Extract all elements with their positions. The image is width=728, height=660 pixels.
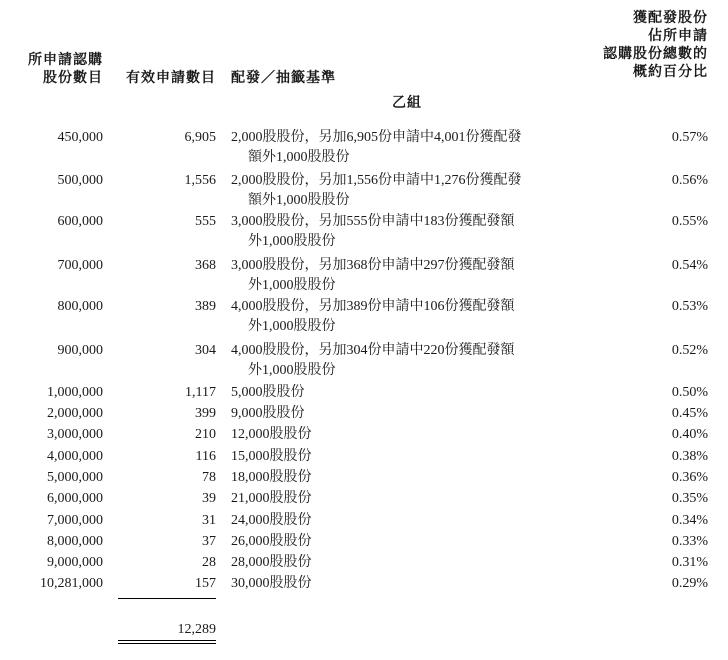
valid-applications-cell: 210 xyxy=(195,427,216,442)
allocation-basis-line1: 15,000股股份 xyxy=(231,449,312,464)
valid-applications-cell: 78 xyxy=(202,470,216,485)
allocation-basis-line1: 3,000股股份，另加555份申請中183份獲配發額 xyxy=(231,214,515,229)
allocation-basis-cell xyxy=(231,468,576,488)
valid-applications-cell: 28 xyxy=(202,555,216,570)
allocation-basis-cell xyxy=(231,553,576,573)
allocation-basis-line2: 外1,000股股份 xyxy=(248,278,336,293)
valid-applications-cell: 1,556 xyxy=(184,173,216,188)
header-allocation-basis: 配發／抽籤基準 xyxy=(231,71,336,86)
header-shares-applied-line1: 所申請認購 xyxy=(28,53,103,68)
approx-percentage-cell: 0.34% xyxy=(671,513,708,528)
total-applications: 12,289 xyxy=(177,622,216,637)
shares-applied-cell: 1,000,000 xyxy=(47,385,103,400)
allocation-basis-line1: 18,000股股份 xyxy=(231,470,312,485)
allocation-basis-cell xyxy=(231,171,576,211)
approx-percentage-cell: 0.57% xyxy=(671,130,708,145)
valid-applications-cell: 1,117 xyxy=(185,385,216,400)
allocation-basis-cell xyxy=(231,128,576,168)
shares-applied-cell: 9,000,000 xyxy=(47,555,103,570)
allocation-basis-cell xyxy=(231,532,576,552)
shares-applied-cell: 5,000,000 xyxy=(47,470,103,485)
approx-percentage-cell: 0.40% xyxy=(671,427,708,442)
header-shares-applied-line2: 股份數目 xyxy=(43,71,103,86)
shares-applied-cell: 7,000,000 xyxy=(47,513,103,528)
shares-applied-cell: 800,000 xyxy=(57,299,103,314)
allocation-basis-cell xyxy=(231,404,576,424)
allocation-basis-line1: 2,000股股份，另加1,556份申請中1,276份獲配發 xyxy=(231,173,522,188)
approx-percentage-cell: 0.35% xyxy=(671,491,708,506)
approx-percentage-cell: 0.56% xyxy=(671,173,708,188)
approx-percentage-cell: 0.55% xyxy=(671,214,708,229)
allocation-basis-line1: 28,000股股份 xyxy=(231,555,312,570)
header-valid-applications: 有效申請數目 xyxy=(126,71,216,86)
allocation-basis-line1: 30,000股股份 xyxy=(231,576,312,591)
allocation-basis-line1: 9,000股股份 xyxy=(231,406,305,421)
shares-applied-cell: 10,281,000 xyxy=(40,576,103,591)
approx-percentage-cell: 0.36% xyxy=(671,470,708,485)
approx-percentage-cell: 0.54% xyxy=(671,258,708,273)
valid-applications-cell: 555 xyxy=(195,214,216,229)
header-approx-percentage-line1: 獲配發股份 xyxy=(633,11,708,26)
header-shares-applied xyxy=(13,52,103,88)
valid-applications-cell: 157 xyxy=(195,576,216,591)
shares-applied-cell: 6,000,000 xyxy=(47,491,103,506)
shares-applied-cell: 8,000,000 xyxy=(47,534,103,549)
shares-applied-cell: 4,000,000 xyxy=(47,449,103,464)
allocation-basis-line2: 外1,000股股份 xyxy=(248,363,336,378)
shares-applied-cell: 2,000,000 xyxy=(47,406,103,421)
shares-applied-cell: 900,000 xyxy=(57,343,103,358)
total-double-rule xyxy=(118,640,216,644)
allocation-basis-line2: 外1,000股股份 xyxy=(248,319,336,334)
approx-percentage-cell: 0.50% xyxy=(671,385,708,400)
allocation-basis-line1: 5,000股股份 xyxy=(231,385,305,400)
allocation-basis-cell xyxy=(231,297,576,337)
header-approx-percentage-line4: 概約百分比 xyxy=(633,65,708,80)
allocation-basis-line1: 3,000股股份，另加368份申請中297份獲配發額 xyxy=(231,258,515,273)
allocation-basis-cell xyxy=(231,212,576,252)
valid-applications-cell: 116 xyxy=(195,449,216,464)
allocation-basis-cell xyxy=(231,511,576,531)
allocation-basis-cell xyxy=(231,256,576,296)
allocation-basis-line1: 4,000股股份，另加304份申請中220份獲配發額 xyxy=(231,343,515,358)
valid-applications-cell: 31 xyxy=(202,513,216,528)
allocation-basis-cell xyxy=(231,447,576,467)
valid-applications-cell: 399 xyxy=(195,406,216,421)
valid-applications-cell: 368 xyxy=(195,258,216,273)
allocation-basis-line1: 12,000股股份 xyxy=(231,427,312,442)
subtotal-rule xyxy=(118,598,216,599)
header-approx-percentage-line2: 佔所申請 xyxy=(648,29,708,44)
shares-applied-cell: 700,000 xyxy=(57,258,103,273)
allocation-basis-cell xyxy=(231,341,576,381)
allocation-basis-line1: 4,000股股份，另加389份申請中106份獲配發額 xyxy=(231,299,515,314)
allocation-basis-line1: 26,000股股份 xyxy=(231,534,312,549)
valid-applications-cell: 37 xyxy=(202,534,216,549)
approx-percentage-cell: 0.53% xyxy=(671,299,708,314)
allocation-basis-line2: 額外1,000股股份 xyxy=(248,193,350,208)
header-approx-percentage xyxy=(560,10,708,82)
allocation-basis-cell xyxy=(231,489,576,509)
allocation-basis-cell xyxy=(231,574,576,594)
shares-applied-cell: 3,000,000 xyxy=(47,427,103,442)
approx-percentage-cell: 0.45% xyxy=(671,406,708,421)
group-title: 乙組 xyxy=(392,96,422,111)
allocation-basis-line1: 24,000股股份 xyxy=(231,513,312,528)
allocation-basis-cell xyxy=(231,425,576,445)
valid-applications-cell: 389 xyxy=(195,299,216,314)
header-approx-percentage-line3: 認購股份總數的 xyxy=(603,47,708,62)
approx-percentage-cell: 0.31% xyxy=(671,555,708,570)
allocation-basis-cell xyxy=(231,383,576,403)
approx-percentage-cell: 0.33% xyxy=(671,534,708,549)
approx-percentage-cell: 0.29% xyxy=(671,576,708,591)
allocation-basis-line1: 2,000股股份，另加6,905份申請中4,001份獲配發 xyxy=(231,130,522,145)
shares-applied-cell: 600,000 xyxy=(57,214,103,229)
valid-applications-cell: 304 xyxy=(195,343,216,358)
approx-percentage-cell: 0.52% xyxy=(671,343,708,358)
allocation-basis-line2: 外1,000股股份 xyxy=(248,234,336,249)
valid-applications-cell: 6,905 xyxy=(184,130,216,145)
valid-applications-cell: 39 xyxy=(202,491,216,506)
shares-applied-cell: 500,000 xyxy=(57,173,103,188)
approx-percentage-cell: 0.38% xyxy=(671,449,708,464)
shares-applied-cell: 450,000 xyxy=(57,130,103,145)
allocation-basis-line2: 額外1,000股股份 xyxy=(248,150,350,165)
allocation-basis-line1: 21,000股股份 xyxy=(231,491,312,506)
